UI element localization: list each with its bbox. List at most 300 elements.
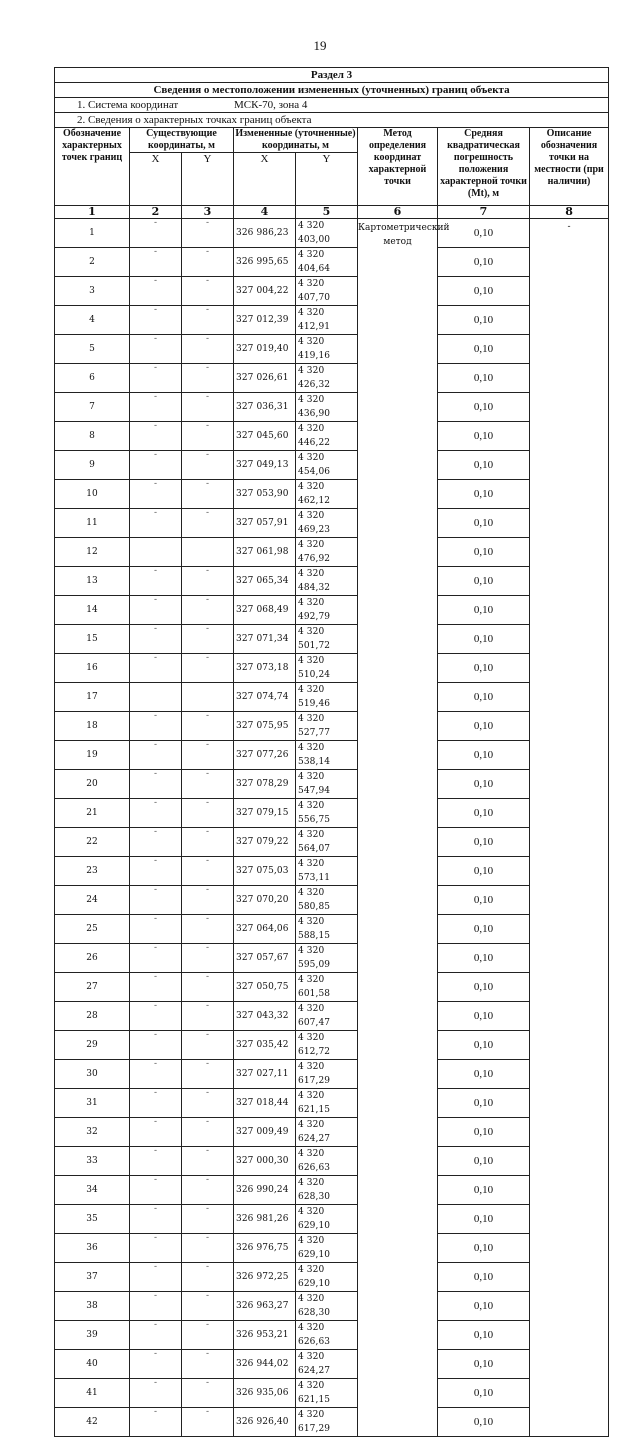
point-number: 14 [55,596,130,625]
existing-y: - [182,770,234,799]
accuracy-value: 0,10 [438,451,530,480]
updated-x: 327 074,74 [234,683,296,712]
accuracy-value: 0,10 [438,944,530,973]
existing-y: - [182,712,234,741]
table-row [55,1118,609,1147]
method-value: Картометрический метод [358,219,438,1437]
updated-x: 327 018,44 [234,1089,296,1118]
updated-x: 326 995,65 [234,248,296,277]
existing-x: - [130,1031,182,1060]
updated-y: 4 320 538,14 [296,741,358,770]
point-number: 9 [55,451,130,480]
updated-x: 327 012,39 [234,306,296,335]
existing-y: - [182,335,234,364]
table-row [55,393,609,422]
existing-x: - [130,248,182,277]
table-row [55,1089,609,1118]
existing-x: - [130,944,182,973]
table-row [55,886,609,915]
updated-y: 4 320 580,85 [296,886,358,915]
table-row [55,741,609,770]
table-row [55,219,609,248]
coord-system-row [55,98,609,113]
updated-x: 327 004,22 [234,277,296,306]
point-number: 38 [55,1292,130,1321]
existing-x: - [130,422,182,451]
accuracy-value: 0,10 [438,335,530,364]
updated-y: 4 320 617,29 [296,1060,358,1089]
existing-x: - [130,219,182,248]
updated-y: 4 320 419,16 [296,335,358,364]
accuracy-value: 0,10 [438,1234,530,1263]
existing-y [182,538,234,567]
existing-x: - [130,364,182,393]
accuracy-value: 0,10 [438,248,530,277]
existing-y: - [182,451,234,480]
point-number: 41 [55,1379,130,1408]
existing-x: - [130,1292,182,1321]
accuracy-value: 0,10 [438,277,530,306]
updated-y: 4 320 588,15 [296,915,358,944]
updated-y: 4 320 573,11 [296,857,358,886]
existing-x: - [130,828,182,857]
column-number: 5 [296,206,358,219]
updated-y: 4 320 607,47 [296,1002,358,1031]
updated-y: 4 320 628,30 [296,1176,358,1205]
existing-y: - [182,1031,234,1060]
existing-x: - [130,741,182,770]
updated-y: 4 320 601,58 [296,973,358,1002]
point-number: 7 [55,393,130,422]
existing-x: - [130,1408,182,1437]
existing-y: - [182,393,234,422]
section-subtitle: Сведения о местоположении измененных (уточненных) границ объекта [55,83,609,98]
accuracy-value: 0,10 [438,712,530,741]
updated-y: 4 320 624,27 [296,1118,358,1147]
updated-y: 4 320 484,32 [296,567,358,596]
table-row [55,1234,609,1263]
accuracy-value: 0,10 [438,1060,530,1089]
accuracy-value: 0,10 [438,799,530,828]
point-number: 8 [55,422,130,451]
point-number: 15 [55,625,130,654]
existing-x: - [130,1379,182,1408]
accuracy-value: 0,10 [438,973,530,1002]
accuracy-value: 0,10 [438,1350,530,1379]
existing-y: - [182,277,234,306]
existing-x: - [130,596,182,625]
table-row [55,1408,609,1437]
updated-x: 327 075,95 [234,712,296,741]
table-row [55,770,609,799]
updated-x: 327 050,75 [234,973,296,1002]
accuracy-value: 0,10 [438,1263,530,1292]
existing-y: - [182,857,234,886]
accuracy-value: 0,10 [438,915,530,944]
updated-y: 4 320 624,27 [296,1350,358,1379]
existing-x [130,683,182,712]
table-row [55,538,609,567]
updated-y: 4 320 436,90 [296,393,358,422]
updated-x: 327 070,20 [234,886,296,915]
table-row [55,480,609,509]
point-number: 27 [55,973,130,1002]
point-number: 39 [55,1321,130,1350]
updated-x: 327 079,15 [234,799,296,828]
existing-y: - [182,596,234,625]
accuracy-value: 0,10 [438,219,530,248]
updated-x: 327 065,34 [234,567,296,596]
existing-y: - [182,1234,234,1263]
updated-x: 327 057,91 [234,509,296,538]
column-number: 3 [182,206,234,219]
point-number: 1 [55,219,130,248]
table-row [55,683,609,712]
updated-x: 327 071,34 [234,625,296,654]
existing-x: - [130,451,182,480]
table-row [55,712,609,741]
table-row [55,1031,609,1060]
existing-x: - [130,306,182,335]
accuracy-value: 0,10 [438,567,530,596]
section-title: Раздел 3 [55,68,609,83]
existing-y: - [182,1147,234,1176]
point-number: 23 [55,857,130,886]
existing-y: - [182,364,234,393]
updated-x: 327 053,90 [234,480,296,509]
updated-y: 4 320 626,63 [296,1321,358,1350]
updated-y: 4 320 595,09 [296,944,358,973]
updated-y: 4 320 628,30 [296,1292,358,1321]
column-number: 6 [358,206,438,219]
existing-x: - [130,335,182,364]
header-updated-y: Y [296,153,358,206]
updated-y: 4 320 446,22 [296,422,358,451]
updated-x: 326 953,21 [234,1321,296,1350]
updated-y: 4 320 564,07 [296,828,358,857]
point-number: 3 [55,277,130,306]
table-row [55,944,609,973]
table-row [55,364,609,393]
header-accuracy: Средняя квадратическая погрешность положения характерной точки (Mt), м [438,128,530,206]
accuracy-value: 0,10 [438,1408,530,1437]
existing-y: - [182,567,234,596]
existing-x: - [130,1321,182,1350]
existing-x: - [130,1089,182,1118]
table-row [55,1379,609,1408]
updated-x: 326 976,75 [234,1234,296,1263]
existing-y: - [182,915,234,944]
updated-x: 327 068,49 [234,596,296,625]
coord-system-value: МСК-70, зона 4 [234,99,308,111]
updated-x: 326 986,23 [234,219,296,248]
accuracy-value: 0,10 [438,1321,530,1350]
table-row [55,857,609,886]
updated-y: 4 320 519,46 [296,683,358,712]
point-number: 10 [55,480,130,509]
point-number: 42 [55,1408,130,1437]
updated-y: 4 320 527,77 [296,712,358,741]
existing-x: - [130,1118,182,1147]
updated-y: 4 320 412,91 [296,306,358,335]
existing-y: - [182,1350,234,1379]
accuracy-value: 0,10 [438,654,530,683]
updated-x: 326 981,26 [234,1205,296,1234]
existing-x: - [130,625,182,654]
existing-y: - [182,828,234,857]
existing-y: - [182,944,234,973]
table-row [55,1176,609,1205]
accuracy-value: 0,10 [438,1379,530,1408]
boundary-document [54,67,608,1437]
existing-y: - [182,886,234,915]
updated-x: 326 972,25 [234,1263,296,1292]
existing-y: - [182,973,234,1002]
updated-y: 4 320 469,23 [296,509,358,538]
accuracy-value: 0,10 [438,364,530,393]
updated-y: 4 320 556,75 [296,799,358,828]
table-row [55,1002,609,1031]
existing-x [130,538,182,567]
existing-x: - [130,886,182,915]
accuracy-value: 0,10 [438,683,530,712]
existing-y: - [182,1002,234,1031]
accuracy-value: 0,10 [438,509,530,538]
column-number: 8 [530,206,609,219]
point-number: 2 [55,248,130,277]
accuracy-value: 0,10 [438,886,530,915]
boundary-table [54,67,609,1437]
updated-y: 4 320 629,10 [296,1234,358,1263]
existing-y: - [182,509,234,538]
column-number: 1 [55,206,130,219]
updated-y: 4 320 403,00 [296,219,358,248]
point-number: 20 [55,770,130,799]
point-number: 35 [55,1205,130,1234]
existing-y: - [182,1321,234,1350]
existing-y: - [182,219,234,248]
header-method: Метод определения координат характерной точки [358,128,438,206]
existing-x: - [130,509,182,538]
header-existing-y: Y [182,153,234,206]
existing-y: - [182,1408,234,1437]
accuracy-value: 0,10 [438,741,530,770]
table-row [55,799,609,828]
existing-x: - [130,1147,182,1176]
table-body [55,219,609,1437]
updated-x: 327 043,32 [234,1002,296,1031]
existing-y: - [182,741,234,770]
accuracy-value: 0,10 [438,393,530,422]
point-number: 6 [55,364,130,393]
point-number: 16 [55,654,130,683]
table-row [55,1060,609,1089]
table-row [55,654,609,683]
updated-x: 327 057,67 [234,944,296,973]
table-row [55,509,609,538]
header-existing-coords: Существующие координаты, м [130,128,234,153]
existing-y: - [182,1118,234,1147]
updated-y: 4 320 621,15 [296,1089,358,1118]
updated-x: 326 963,27 [234,1292,296,1321]
header-updated-x: X [234,153,296,206]
existing-y: - [182,248,234,277]
updated-y: 4 320 626,63 [296,1147,358,1176]
updated-x: 327 073,18 [234,654,296,683]
existing-y: - [182,799,234,828]
updated-y: 4 320 547,94 [296,770,358,799]
accuracy-value: 0,10 [438,480,530,509]
points-info-label: 2. Сведения о характерных точках границ объекта [55,113,609,128]
existing-y: - [182,1263,234,1292]
column-number: 7 [438,206,530,219]
existing-y [182,683,234,712]
point-number: 21 [55,799,130,828]
updated-x: 326 944,02 [234,1350,296,1379]
point-number: 32 [55,1118,130,1147]
updated-x: 327 075,03 [234,857,296,886]
accuracy-value: 0,10 [438,1002,530,1031]
point-number: 28 [55,1002,130,1031]
updated-y: 4 320 476,92 [296,538,358,567]
accuracy-value: 0,10 [438,1118,530,1147]
point-number: 37 [55,1263,130,1292]
existing-x: - [130,973,182,1002]
updated-y: 4 320 492,79 [296,596,358,625]
updated-y: 4 320 454,06 [296,451,358,480]
existing-y: - [182,1205,234,1234]
point-number: 31 [55,1089,130,1118]
updated-x: 327 078,29 [234,770,296,799]
point-number: 18 [55,712,130,741]
accuracy-value: 0,10 [438,1292,530,1321]
header-description: Описание обозначения точки на местности (при наличии) [530,128,609,206]
point-number: 33 [55,1147,130,1176]
table-row [55,625,609,654]
accuracy-value: 0,10 [438,1089,530,1118]
accuracy-value: 0,10 [438,625,530,654]
existing-y: - [182,1379,234,1408]
existing-x: - [130,1234,182,1263]
column-number: 2 [130,206,182,219]
existing-x: - [130,1060,182,1089]
point-number: 24 [55,886,130,915]
table-row [55,1263,609,1292]
existing-x: - [130,799,182,828]
updated-x: 327 026,61 [234,364,296,393]
updated-y: 4 320 621,15 [296,1379,358,1408]
existing-x: - [130,770,182,799]
accuracy-value: 0,10 [438,1205,530,1234]
updated-x: 326 990,24 [234,1176,296,1205]
page-number: 19 [313,38,327,53]
point-number: 11 [55,509,130,538]
existing-y: - [182,422,234,451]
existing-x: - [130,567,182,596]
table-row [55,1147,609,1176]
accuracy-value: 0,10 [438,596,530,625]
point-number: 4 [55,306,130,335]
updated-y: 4 320 510,24 [296,654,358,683]
existing-x: - [130,1205,182,1234]
existing-x: - [130,654,182,683]
accuracy-value: 0,10 [438,422,530,451]
table-row [55,828,609,857]
existing-x: - [130,857,182,886]
accuracy-value: 0,10 [438,306,530,335]
table-row [55,335,609,364]
existing-y: - [182,1060,234,1089]
updated-y: 4 320 501,72 [296,625,358,654]
updated-x: 327 079,22 [234,828,296,857]
updated-x: 327 009,49 [234,1118,296,1147]
updated-y: 4 320 462,12 [296,480,358,509]
updated-y: 4 320 617,29 [296,1408,358,1437]
header-existing-x: X [130,153,182,206]
accuracy-value: 0,10 [438,770,530,799]
updated-y: 4 320 426,32 [296,364,358,393]
table-row [55,1350,609,1379]
accuracy-value: 0,10 [438,1031,530,1060]
table-row [55,973,609,1002]
point-number: 36 [55,1234,130,1263]
existing-y: - [182,1292,234,1321]
point-number: 22 [55,828,130,857]
existing-x: - [130,277,182,306]
point-number: 30 [55,1060,130,1089]
updated-x: 326 935,06 [234,1379,296,1408]
point-number: 40 [55,1350,130,1379]
existing-y: - [182,625,234,654]
updated-x: 327 036,31 [234,393,296,422]
updated-x: 327 049,13 [234,451,296,480]
updated-x: 327 077,26 [234,741,296,770]
updated-x: 327 019,40 [234,335,296,364]
existing-x: - [130,1002,182,1031]
updated-x: 327 061,98 [234,538,296,567]
header-point-id: Обозначение характерных точек границ [55,128,130,206]
column-number: 4 [234,206,296,219]
existing-x: - [130,480,182,509]
table-row [55,1205,609,1234]
existing-x: - [130,915,182,944]
table-row [55,248,609,277]
updated-y: 4 320 629,10 [296,1263,358,1292]
accuracy-value: 0,10 [438,857,530,886]
point-number: 13 [55,567,130,596]
header-updated-coords: Измененные (уточненные) координаты, м [235,128,356,151]
existing-y: - [182,654,234,683]
point-number: 34 [55,1176,130,1205]
updated-x: 327 045,60 [234,422,296,451]
point-number: 26 [55,944,130,973]
point-number: 29 [55,1031,130,1060]
table-row [55,451,609,480]
existing-x: - [130,1263,182,1292]
existing-x: - [130,1176,182,1205]
existing-x: - [130,393,182,422]
updated-x: 327 027,11 [234,1060,296,1089]
accuracy-value: 0,10 [438,1147,530,1176]
table-row [55,596,609,625]
accuracy-value: 0,10 [438,828,530,857]
table-row [55,422,609,451]
table-row [55,567,609,596]
point-number: 5 [55,335,130,364]
existing-y: - [182,306,234,335]
updated-x: 327 000,30 [234,1147,296,1176]
existing-y: - [182,1176,234,1205]
